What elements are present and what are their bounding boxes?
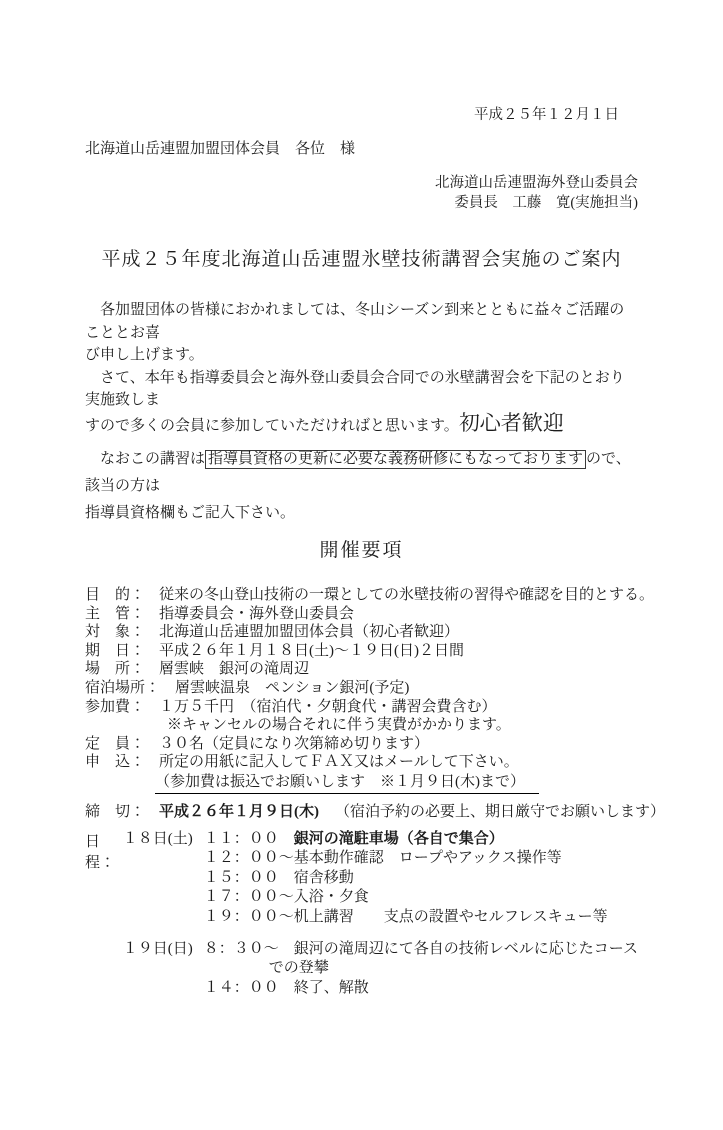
intro-paragraph — [85, 299, 638, 437]
apply-value: 所定の用紙に記入してＦＡＸ又はメールして下さい。 — [159, 754, 519, 771]
outline-row-deadline — [85, 802, 666, 823]
outline-row-purpose — [85, 586, 655, 605]
fee-label: 参加費： — [85, 698, 146, 715]
schedule-day2-desc-1 — [268, 940, 638, 979]
outline-row-capacity — [85, 735, 638, 754]
schedule-day1-spacer — [123, 869, 204, 888]
schedule-day2-row-1 — [123, 940, 638, 979]
schedule-section — [85, 830, 638, 998]
schedule-day1-time-1: １１：００ — [203, 830, 279, 847]
purpose-value: 従来の冬山登山技術の一環としての氷壁技術の習得や確認を目的とする。 — [159, 587, 655, 603]
schedule-day1-desc-1: 銀河の滝駐車場（各自で集合） — [293, 830, 504, 847]
schedule-day1-desc-4: 入浴・夕食 — [293, 889, 369, 906]
schedule-day1-desc-2: 基本動作確認 ロープやアックス操作等 — [293, 850, 562, 867]
note-line-1 — [85, 446, 638, 500]
schedule-day2-time-2: １４：００ — [203, 979, 279, 996]
schedule-day1-desc-3: 宿舎移動 — [293, 869, 354, 886]
schedule-day1-row-4 — [123, 888, 638, 907]
schedule-day2-time-1: ８：３０～ — [203, 940, 279, 957]
beginners-welcome-text: 初心者歓迎 — [458, 410, 564, 435]
capacity-label: 定 員： — [85, 735, 146, 752]
intro-line-3: さて、本年も指導委員会と海外登山委員会合同での氷壁講習会を下記のとおり実施致しま — [85, 369, 625, 408]
schedule-day1-time-2: １２：００～ — [203, 850, 294, 867]
deadline-suffix: （宿泊予約の必要上、期日厳守でお願いします） — [335, 803, 666, 820]
outline-row-target — [85, 623, 638, 642]
schedule-day1-row-2 — [123, 849, 638, 868]
schedule-body — [123, 830, 638, 998]
outline-row-place — [85, 660, 638, 679]
document-content — [0, 106, 723, 998]
schedule-day1-row-1 — [123, 830, 638, 849]
dates-label: 期 日： — [85, 642, 146, 659]
schedule-day-gap — [123, 927, 638, 940]
sender-organization: 北海道山岳連盟海外登山委員会 — [435, 175, 638, 191]
outline-row-dates — [85, 642, 638, 661]
fee-cancellation-note: ※キャンセルの場合それに伴う実費がかかります。 — [167, 717, 511, 734]
schedule-day2-row-2 — [123, 979, 638, 998]
target-label: 対 象： — [85, 624, 146, 641]
outline-row-fee — [85, 698, 638, 717]
certification-note-paragraph — [85, 446, 638, 527]
schedule-day2-desc-1-line2: での登攀 — [268, 960, 329, 977]
apply-payment-note — [155, 772, 638, 794]
schedule-label: 日 程： — [85, 833, 116, 871]
schedule-day1-time-3: １５：００ — [203, 869, 279, 886]
schedule-day1-spacer — [123, 888, 204, 907]
place-label: 場 所： — [85, 661, 146, 678]
outline-row-organizer — [85, 605, 638, 624]
capacity-value: ３０名（定員になり次第締め切ります） — [159, 735, 430, 752]
schedule-day1-row-3 — [123, 869, 638, 888]
note-suffix: ので、該当の方は — [85, 451, 631, 494]
schedule-day2-desc-1-line1: 銀河の滝周辺にて各自の技術レベルに応じたコース — [293, 940, 638, 957]
schedule-day2-spacer — [123, 979, 204, 998]
schedule-day2-label: １９日(日) — [122, 940, 193, 957]
lodging-value: 層雲峡温泉 ペンション銀河(予定) — [175, 679, 410, 696]
issue-date: 平成２５年１２月１日 — [474, 107, 619, 123]
dates-value: 平成２６年１月１８日(土)～１９日(日)２日間 — [159, 642, 464, 659]
schedule-day1-desc-5: 机上講習 支点の設置やセルフレスキュー等 — [293, 908, 608, 925]
schedule-day1-spacer — [123, 849, 204, 868]
schedule-day1-spacer — [123, 908, 204, 927]
recipient: 北海道山岳連盟加盟団体会員 各位 様 — [85, 141, 356, 157]
purpose-label: 目 的： — [85, 587, 146, 603]
outline-row-lodging — [85, 679, 638, 698]
deadline-label: 締 切： — [85, 803, 146, 820]
intro-line-4 — [85, 412, 638, 438]
apply-payment-note-underlined: （参加費は振込でお願いします ※１月９日(木)まで） — [155, 772, 539, 794]
fee-value: １万５千円 （宿泊代・夕朝食代・講習会費含む） — [159, 698, 497, 715]
section-heading-outline: 開催要項 — [319, 540, 404, 561]
outline-section — [85, 586, 666, 998]
boxed-mandatory-training-text: 指導員資格の更新に必要な義務研修にもなっております — [205, 450, 586, 469]
schedule-day1-row-5 — [123, 908, 638, 927]
document-title: 平成２５年度北海道山岳連盟氷壁技術講習会実施のご案内 — [101, 249, 622, 270]
lodging-label: 宿泊場所： — [85, 679, 161, 696]
target-value: 北海道山岳連盟加盟団体会員（初心者歓迎） — [159, 624, 460, 641]
intro-line-2: び申し上げます。 — [85, 347, 204, 363]
deadline-date: 平成２６年１月９日(木) — [159, 803, 319, 820]
sender-block — [85, 174, 638, 213]
intro-line-4-text: すので多くの会員に参加していただければと思います。 — [85, 417, 459, 434]
sender-person: 委員長 工藤 寛(実施担当) — [454, 194, 638, 211]
document-page — [0, 106, 723, 1130]
intro-line-1: 各加盟団体の皆様におかれましては、冬山シーズン到来とともに益々ご活躍のこととお喜 — [85, 302, 625, 341]
apply-label: 申 込： — [85, 754, 146, 771]
outline-row-apply — [85, 753, 638, 772]
note-line-2: 指導員資格欄もご記入下さい。 — [85, 505, 296, 521]
schedule-day1-time-4: １７：００～ — [203, 889, 294, 906]
schedule-day1-label: １８日(土) — [122, 830, 193, 847]
schedule-day1-time-5: １９：００～ — [203, 908, 294, 925]
organizer-label: 主 管： — [85, 605, 146, 622]
schedule-day2-desc-2: 終了、解散 — [293, 979, 369, 996]
organizer-value: 指導委員会・海外登山委員会 — [159, 605, 355, 622]
note-prefix: なおこの講習は — [85, 451, 206, 467]
place-value: 層雲峡 銀河の滝周辺 — [159, 661, 310, 678]
